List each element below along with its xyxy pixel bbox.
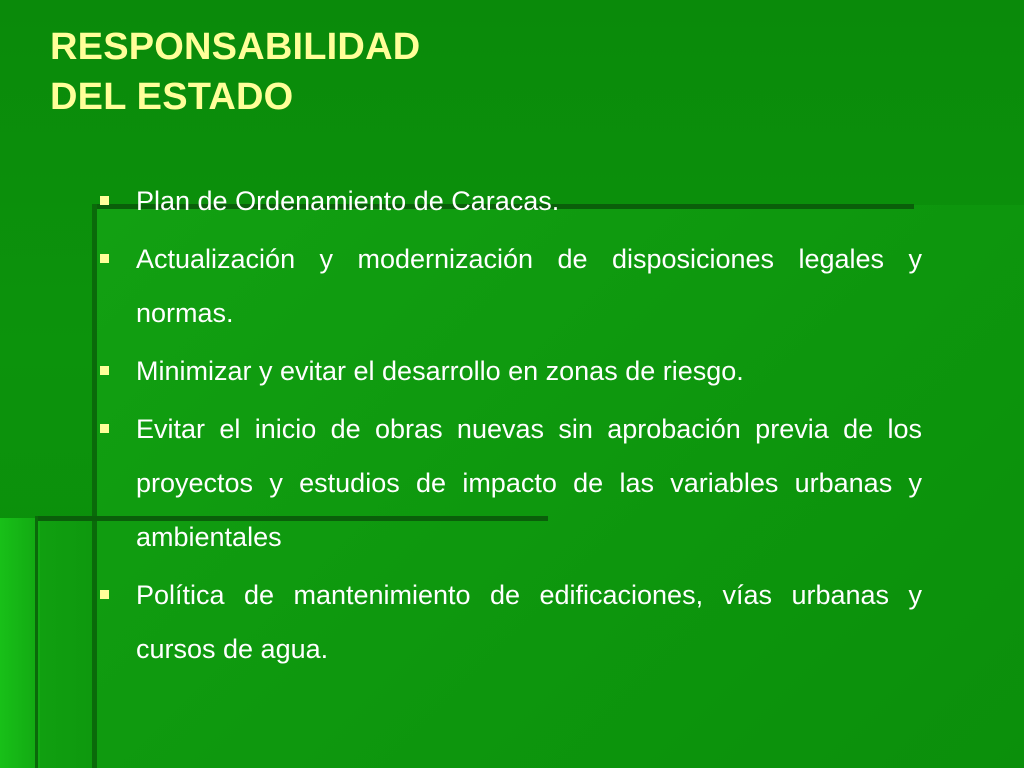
background-panel-left [0,518,40,768]
bullet-item [96,402,922,564]
divider-line-left [35,516,38,768]
square-bullet-icon [100,196,109,205]
square-bullet-icon [100,254,109,263]
bullet-item [96,232,922,340]
square-bullet-icon [100,424,109,433]
square-bullet-icon [100,590,109,599]
bullet-item [96,174,922,228]
bullet-text: Plan de Ordenamiento de Caracas. [136,186,560,216]
bullet-text: Política de mantenimiento de edificaciones, vías urbanas y cursos de agua. [136,580,922,664]
bullet-list [96,174,922,680]
bullet-text: Evitar el inicio de obras nuevas sin aprobación previa de los proyectos y estudios de impacto de las variables urbanas y ambientales [136,414,922,552]
bullet-item [96,344,922,398]
slide-title [50,22,420,122]
bullet-text: Minimizar y evitar el desarrollo en zonas de riesgo. [136,356,744,386]
background-panel-mid [36,518,96,768]
slide-title-line-2: DEL ESTADO [50,76,294,118]
bullet-item [96,568,922,676]
square-bullet-icon [100,366,109,375]
bullet-text: Actualización y modernización de disposiciones legales y normas. [136,244,922,328]
slide-title-line-1: RESPONSABILIDAD [50,26,421,68]
